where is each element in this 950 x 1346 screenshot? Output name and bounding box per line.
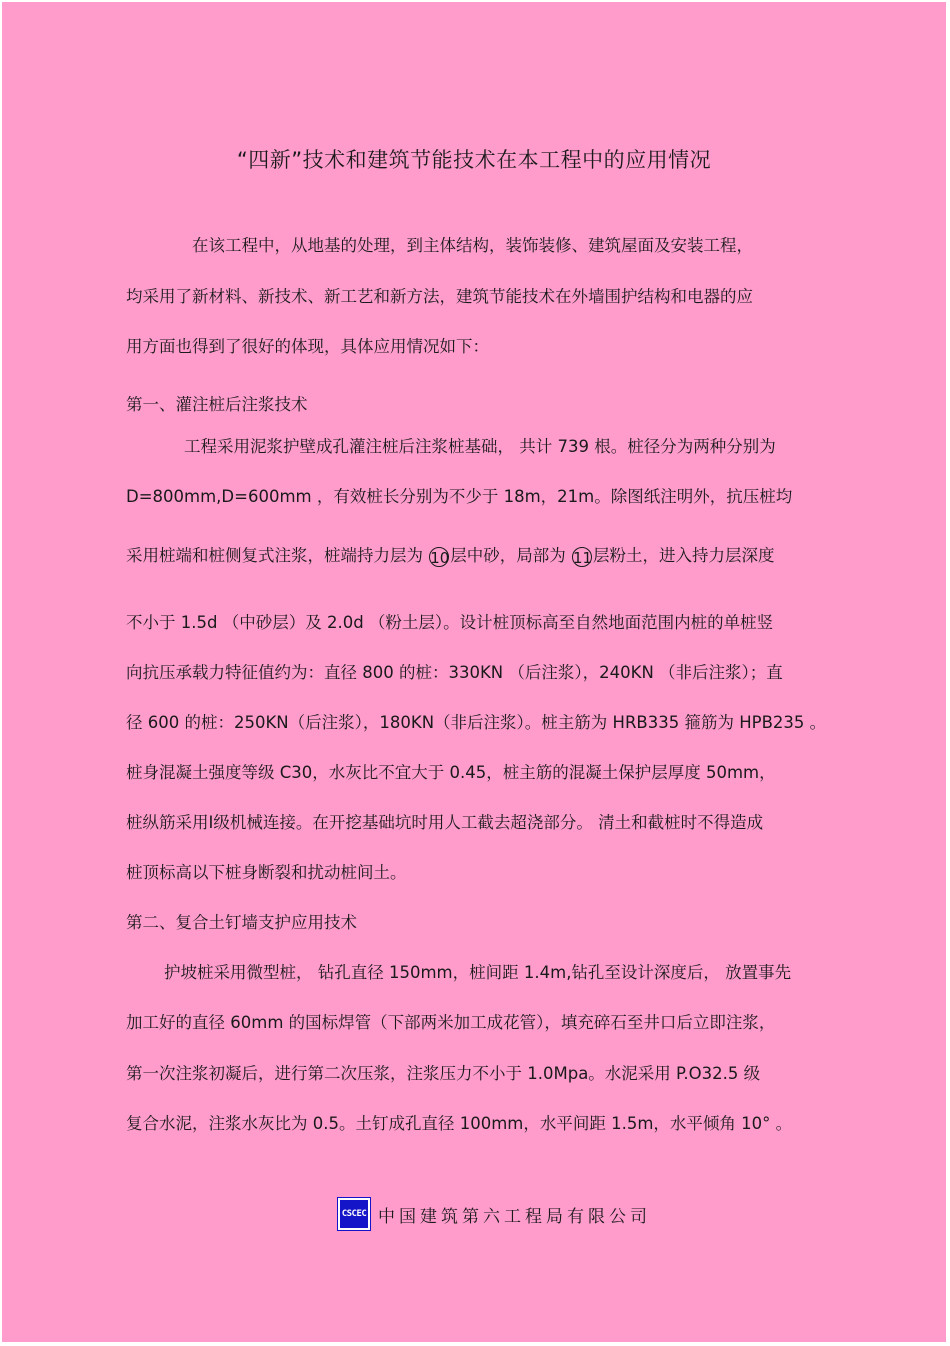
section1-line-3-part-b: 层中砂，局部为 [450,546,571,565]
section1-line-3-part-a: 采用桩端和桩侧复式注浆，桩端持力层为 [126,546,429,565]
intro-line-1: 在该工程中，从地基的处理，到主体结构，装饰装修、建筑屋面及安装工程， [192,236,753,255]
section1-line-1: 工程采用泥浆护壁成孔灌注桩后注浆桩基础， 共计 739 根。桩径分为两种分别为 [184,437,776,456]
page-footer [338,1198,651,1230]
section1-line-4: 不小于 1.5d （中砂层）及 2.0d （粉土层）。设计桩顶标高至自然地面范围内桩的单桩竖 [126,613,774,632]
company-logo-icon: CSCEC [338,1198,370,1230]
section1-line-7: 桩身混凝土强度等级 C30，水灰比不宜大于 0.45，桩主筋的混凝土保护层厚度 50mm， [126,763,776,782]
document-page [2,2,946,1342]
section2-line-1: 护坡桩采用微型桩， 钻孔直径 150mm，桩间距 1.4m,钻孔至设计深度后， 放置事先 [164,963,792,982]
section1-line-9: 桩顶标高以下桩身断裂和扰动桩间土。 [126,863,407,882]
circled-number-11: 11 [573,548,593,567]
section2-line-2: 加工好的直径 60mm 的国标焊管（下部两米加工成花管），填充碎石至井口后立即注浆， [126,1013,776,1032]
section1-heading: 第一、灌注桩后注浆技术 [126,395,308,414]
section1-line-5: 向抗压承载力特征值约为：直径 800 的桩：330KN （后注浆），240KN （非后注浆）；直 [126,663,783,682]
document-title: “四新”技术和建筑节能技术在本工程中的应用情况 [236,148,712,172]
section1-line-8: 桩纵筋采用Ⅰ级机械连接。在开挖基础坑时用人工截去超浇部分。 清土和截桩时不得造成 [126,813,764,832]
intro-line-3: 用方面也得到了很好的体现，具体应用情况如下： [126,337,489,356]
section1-line-2: D=800mm,D=600mm ，有效桩长分别为不少于 18m，21m。除图纸注明外，抗压桩均 [126,487,793,506]
section2-line-3: 第一次注浆初凝后，进行第二次压浆，注浆压力不小于 1.0Mpa。水泥采用 P.O32.5 级 [126,1064,761,1083]
section2-heading: 第二、复合土钉墙支护应用技术 [126,913,357,932]
circled-number-10: 10 [430,548,450,567]
section2-line-4: 复合水泥，注浆水灰比为 0.5。土钉成孔直径 100mm，水平间距 1.5m，水平倾角 10° 。 [126,1114,793,1133]
company-name: 中国建筑第六工程局有限公司 [378,1206,651,1227]
section1-line-3 [126,545,775,567]
section1-line-6: 径 600 的桩：250KN（后注浆），180KN（非后注浆）。桩主筋为 HRB335 箍筋为 HPB235 。 [126,713,827,732]
section1-line-3-part-c: 层粉土，进入持力层深度 [593,546,775,565]
intro-line-2: 均采用了新材料、新技术、新工艺和新方法，建筑节能技术在外墙围护结构和电器的应 [126,287,753,306]
